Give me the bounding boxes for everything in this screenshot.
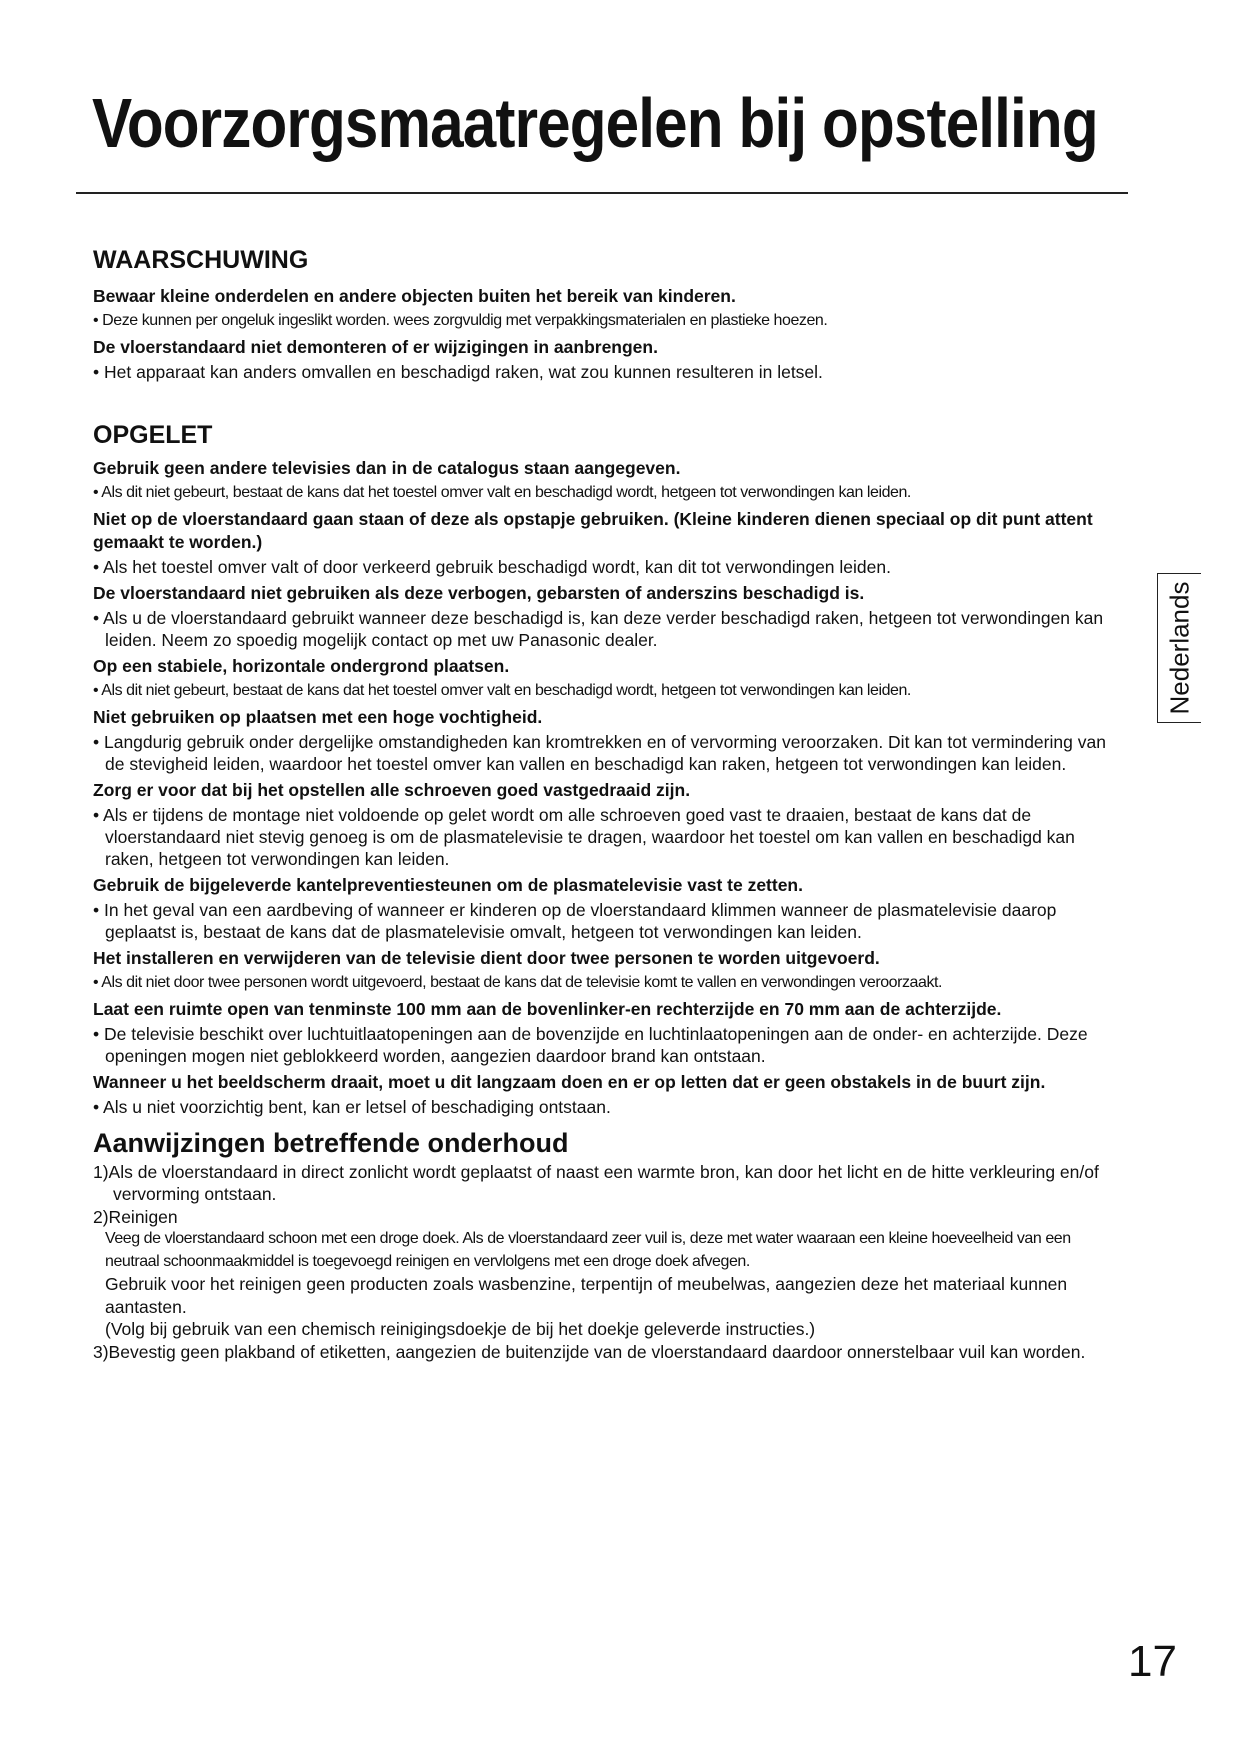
page-number: 17 bbox=[1128, 1637, 1177, 1686]
maintenance-section bbox=[93, 1128, 1113, 1364]
caution-item-text: • Als dit niet gebeurt, bestaat de kans dat het toestel omver valt en beschadigd wordt, hetgeen tot verwondingen kan leiden. bbox=[93, 483, 911, 501]
caution-item-text: • Als u de vloerstandaard gebruikt wanneer deze beschadigd is, kan deze verder beschadigd raken, hetgeen tot verwondingen kan leiden. Neem zo spoedig mogelijk contact op met uw Panasonic dealer. bbox=[93, 607, 1104, 650]
caution-item-text: • Als het toestel omver valt of door verkeerd gebruik beschadigd wordt, kan dit tot verwondingen leiden. bbox=[93, 556, 891, 577]
caution-section bbox=[93, 421, 1113, 1118]
maintenance-item-2-text: Veeg de vloerstandaard schoon met een droge doek. Als de vloerstandaard zeer vuil is, deze met water waaraan een kleine hoeveelheid van een neutraal schoonmaakmiddel is toegevoegd reinigen en vervlolgens met een droge doek afvegen. bbox=[105, 1230, 1071, 1270]
caution-item-text: • Langdurig gebruik onder dergelijke omstandigheden kan kromtrekken en of vervorming veroorzaken. Dit kan tot vermindering van de stevigheid leiden, waardoor het toestel omver kan vallen en beschadigd kan raken, hetgeen tot verwondingen kan leiden. bbox=[93, 731, 1106, 774]
caution-item-text: • Als dit niet gebeurt, bestaat de kans dat het toestel omver valt en beschadigd wordt, hetgeen tot verwondingen kan leiden. bbox=[93, 681, 911, 699]
maintenance-item-3: 3)Bevestig geen plakband of etiketten, aangezien de buitenzijde van de vloerstandaard daardoor onnerstelbaar vuil kan worden. bbox=[93, 1341, 1086, 1362]
caution-item-title: Laat een ruimte open van tenminste 100 mm aan de bovenlinker-en rechterzijde en 70 mm aan de achterzijde. bbox=[93, 998, 1002, 1019]
warning-item-title: De vloerstandaard niet demonteren of er wijzigingen in aanbrengen. bbox=[93, 336, 658, 357]
warning-heading: WAARSCHUWING bbox=[93, 246, 309, 274]
maintenance-item-1: 1)Als de vloerstandaard in direct zonlicht wordt geplaatst of naast een warmte bron, kan door het licht en de hitte verkleuring en/of vervorming ontstaan. bbox=[93, 1161, 1099, 1205]
content bbox=[93, 246, 1113, 1363]
warning-item-text: • Deze kunnen per ongeluk ingeslikt worden. wees zorgvuldig met verpakkingsmaterialen en plastieke hoezen. bbox=[93, 311, 828, 329]
maintenance-item-2-title: 2)Reinigen bbox=[93, 1206, 178, 1227]
caution-item-text: • De televisie beschikt over luchtuitlaatopeningen aan de bovenzijde en luchtinlaatopeningen aan de onder- en achterzijde. Deze openingen mogen niet geblokkeerd worden, aangezien daardoor brand kan ontstaan. bbox=[93, 1023, 1088, 1066]
caution-item-title: Niet gebruiken op plaatsen met een hoge vochtigheid. bbox=[93, 706, 543, 727]
caution-item-title: De vloerstandaard niet gebruiken als deze verbogen, gebarsten of anderszins beschadigd is. bbox=[93, 582, 865, 603]
maintenance-item-2-text: Gebruik voor het reinigen geen producten zoals wasbenzine, terpentijn of meubelwas, aangezien deze het materiaal kunnen aantasten. bbox=[105, 1274, 1068, 1317]
title-divider bbox=[76, 192, 1128, 194]
caution-item-text: • Als er tijdens de montage niet voldoende op gelet wordt om alle schroeven goed vast te draaien, bestaat de kans dat de vloerstandaard niet stevig genoeg is om de plasmatelevisie te dragen, waardoor het toestel om kan vallen en beschadigd kan raken, hetgeen tot verwondingen kan leiden. bbox=[93, 804, 1075, 869]
language-tab bbox=[1157, 573, 1201, 723]
caution-item-title: Op een stabiele, horizontale ondergrond plaatsen. bbox=[93, 655, 510, 676]
caution-item-title: Het installeren en verwijderen van de televisie dient door twee personen te worden uitgevoerd. bbox=[93, 947, 880, 968]
caution-item-text: • In het geval van een aardbeving of wanneer er kinderen op de vloerstandaard klimmen wanneer de plasmatelevisie daarop geplaatst is, bestaat de kans dat de plasmatelevisie omvalt, hetgeen tot verwondingen kan leiden. bbox=[93, 899, 1057, 942]
caution-heading: OPGELET bbox=[93, 420, 213, 449]
caution-item-title: Niet op de vloerstandaard gaan staan of deze als opstapje gebruiken. (Kleine kinderen dienen speciaal op dit punt attent gemaakt te worden.) bbox=[93, 508, 1093, 552]
warning-item-title: Bewaar kleine onderdelen en andere objecten buiten het bereik van kinderen. bbox=[93, 285, 736, 306]
page-title: Voorzorgsmaatregelen bij opstelling bbox=[92, 84, 1098, 162]
caution-item-title: Gebruik geen andere televisies dan in de catalogus staan aangegeven. bbox=[93, 457, 681, 478]
language-tab-label: Nederlands bbox=[1164, 581, 1194, 715]
warning-section bbox=[93, 246, 1113, 383]
caution-item-text: • Als u niet voorzichtig bent, kan er letsel of beschadiging ontstaan. bbox=[93, 1096, 611, 1117]
caution-item-title: Wanneer u het beeldscherm draait, moet u dit langzaam doen en er op letten dat er geen obstakels in de buurt zijn. bbox=[93, 1071, 1046, 1092]
warning-item-text: • Het apparaat kan anders omvallen en beschadigd raken, wat zou kunnen resulteren in letsel. bbox=[93, 361, 823, 382]
maintenance-item-2-note: (Volg bij gebruik van een chemisch reinigingsdoekje de bij het doekje geleverde instructies.) bbox=[105, 1319, 816, 1340]
maintenance-heading: Aanwijzingen betreffende onderhoud bbox=[93, 1127, 569, 1158]
caution-item-title: Zorg er voor dat bij het opstellen alle schroeven goed vastgedraaid zijn. bbox=[93, 779, 691, 800]
caution-item-text: • Als dit niet door twee personen wordt uitgevoerd, bestaat de kans dat de televisie komt te vallen en verwondingen veroorzaakt. bbox=[93, 973, 942, 991]
caution-item-title: Gebruik de bijgeleverde kantelpreventiesteunen om de plasmatelevisie vast te zetten. bbox=[93, 874, 803, 895]
